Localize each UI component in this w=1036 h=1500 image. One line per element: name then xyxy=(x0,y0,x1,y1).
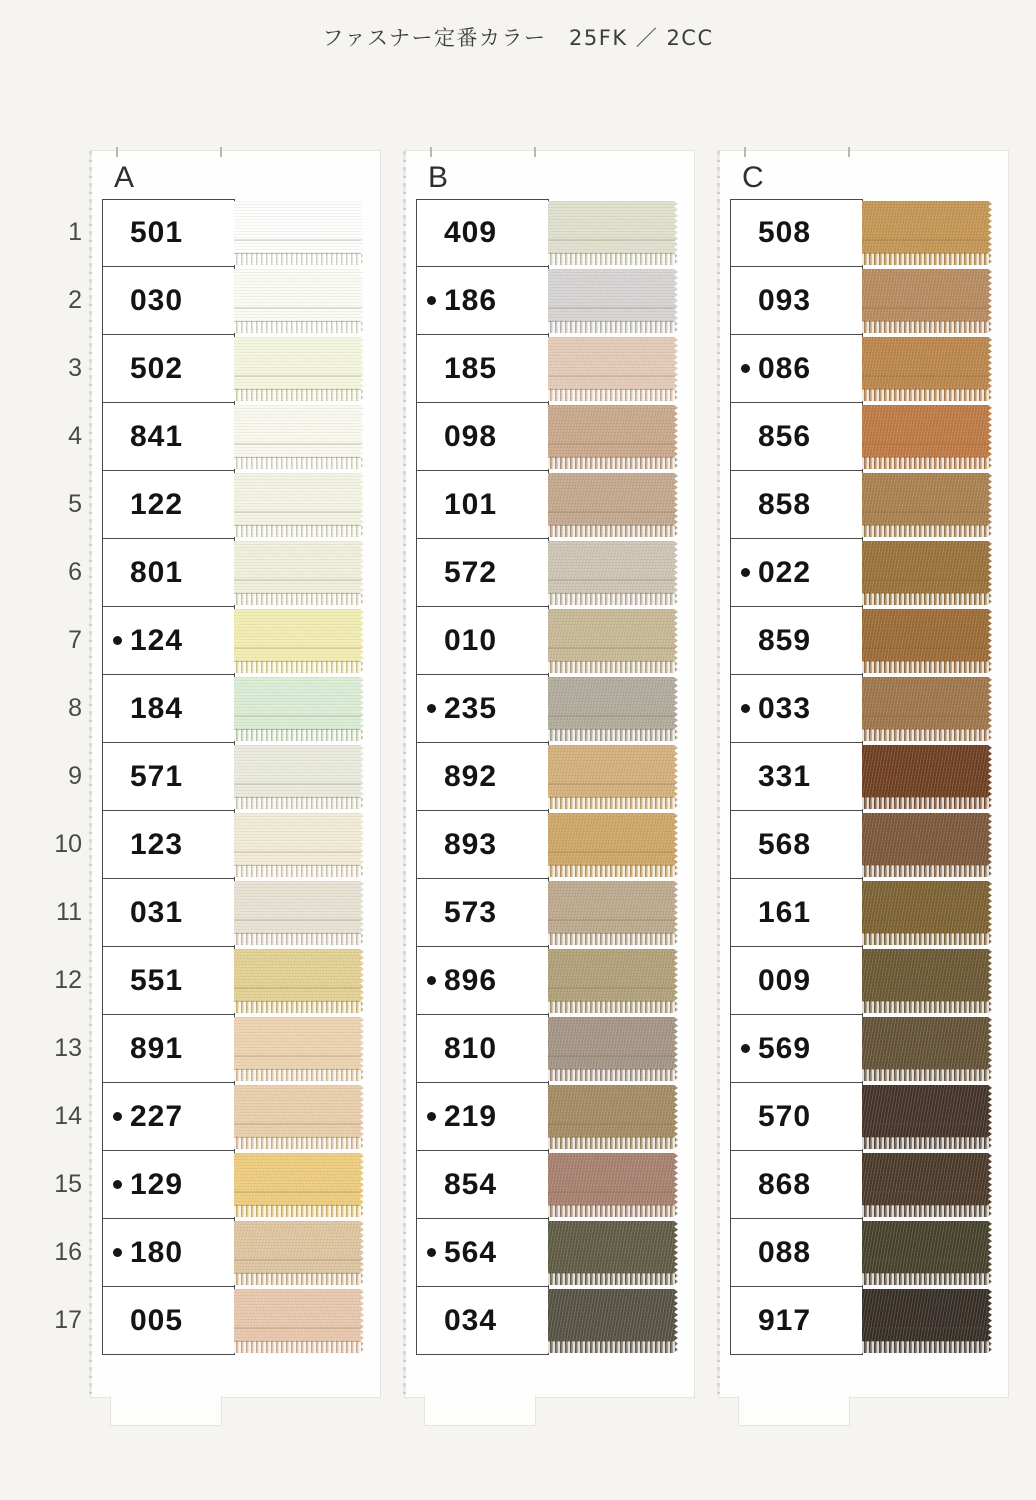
color-code: 551 xyxy=(130,963,184,997)
row-number: 2 xyxy=(68,285,82,314)
label-cell xyxy=(730,947,863,1015)
label-cell xyxy=(416,1015,549,1083)
label-cell xyxy=(416,1219,549,1287)
card-deckle-edge xyxy=(89,151,92,1397)
label-cell xyxy=(416,743,549,811)
zipper-tape-swatch xyxy=(862,1017,992,1081)
row-number: 16 xyxy=(54,1237,82,1266)
color-row xyxy=(102,539,364,607)
zipper-tape-swatch xyxy=(548,269,678,333)
zipper-tape-swatch xyxy=(234,745,364,809)
color-row xyxy=(416,743,678,811)
zipper-tape-swatch xyxy=(862,201,992,265)
color-code: 858 xyxy=(758,487,812,521)
label-cell xyxy=(102,1083,235,1151)
zipper-tape-swatch xyxy=(234,337,364,401)
color-row xyxy=(730,947,992,1015)
zipper-tape-swatch xyxy=(862,1221,992,1285)
label-cell xyxy=(730,675,863,743)
color-row xyxy=(730,403,992,471)
label-cell xyxy=(730,199,863,267)
zipper-tape-swatch xyxy=(548,813,678,877)
color-code: 129 xyxy=(130,1167,184,1201)
label-cell xyxy=(416,811,549,879)
color-row xyxy=(730,607,992,675)
label-cell xyxy=(416,1083,549,1151)
zipper-tape-swatch xyxy=(234,881,364,945)
color-row xyxy=(102,743,364,811)
page-title: ファスナー定番カラー 25FK ／ 2CC xyxy=(322,26,714,50)
color-code: 810 xyxy=(444,1031,498,1065)
dot-marker xyxy=(427,976,444,985)
zipper-tape-swatch xyxy=(548,1085,678,1149)
color-row xyxy=(102,403,364,471)
color-code: 896 xyxy=(444,963,498,997)
zipper-tape-swatch xyxy=(234,1289,364,1353)
card-deckle-edge xyxy=(717,151,720,1397)
color-row xyxy=(416,539,678,607)
color-row xyxy=(730,335,992,403)
color-code: 892 xyxy=(444,759,498,793)
color-code: 009 xyxy=(758,963,812,997)
zipper-tape-swatch xyxy=(862,609,992,673)
color-code: 088 xyxy=(758,1235,812,1269)
label-cell xyxy=(730,335,863,403)
color-row xyxy=(416,403,678,471)
card-notch xyxy=(534,147,536,157)
label-cell xyxy=(102,471,235,539)
label-cell xyxy=(102,879,235,947)
label-cell xyxy=(730,1151,863,1219)
color-code: 409 xyxy=(444,216,498,249)
color-card-c xyxy=(718,150,1009,1398)
color-card-a xyxy=(90,150,381,1398)
card-notch xyxy=(116,147,118,157)
zipper-tape-swatch xyxy=(862,337,992,401)
color-row xyxy=(102,471,364,539)
zipper-tape-swatch xyxy=(234,813,364,877)
zipper-tape-swatch xyxy=(548,609,678,673)
row-number: 6 xyxy=(68,557,82,586)
color-code: 093 xyxy=(758,283,812,317)
zipper-tape-swatch xyxy=(234,405,364,469)
zipper-tape-swatch xyxy=(548,201,678,265)
label-cell xyxy=(102,675,235,743)
zipper-tape-swatch xyxy=(862,677,992,741)
zipper-tape-swatch xyxy=(234,473,364,537)
card-notch xyxy=(220,147,222,157)
color-row xyxy=(102,607,364,675)
color-code: 235 xyxy=(444,691,498,725)
zipper-tape-swatch xyxy=(548,1153,678,1217)
color-code: 502 xyxy=(130,351,184,385)
row-number: 15 xyxy=(54,1169,82,1198)
row-number: 14 xyxy=(54,1101,82,1130)
color-code: 010 xyxy=(444,623,498,657)
color-row xyxy=(416,947,678,1015)
label-cell xyxy=(102,811,235,879)
row-number: 5 xyxy=(68,489,82,518)
swatch-rows xyxy=(102,199,364,1355)
color-row xyxy=(730,811,992,879)
label-cell xyxy=(730,1083,863,1151)
zipper-tape-swatch xyxy=(862,881,992,945)
label-cell xyxy=(730,1015,863,1083)
dot-marker xyxy=(741,364,758,373)
zipper-tape-swatch xyxy=(548,1221,678,1285)
label-cell xyxy=(416,947,549,1015)
label-cell xyxy=(416,335,549,403)
color-code: 219 xyxy=(444,1099,498,1133)
color-card-b xyxy=(404,150,695,1398)
label-cell xyxy=(730,471,863,539)
color-row xyxy=(416,471,678,539)
color-row xyxy=(416,1083,678,1151)
label-cell xyxy=(416,403,549,471)
zipper-tape-swatch xyxy=(548,473,678,537)
color-row xyxy=(416,267,678,335)
color-row xyxy=(102,947,364,1015)
color-row xyxy=(730,1219,992,1287)
color-code: 186 xyxy=(444,283,498,317)
color-row xyxy=(102,267,364,335)
color-code: 031 xyxy=(130,895,184,929)
color-row xyxy=(416,607,678,675)
color-code: 570 xyxy=(758,1099,812,1133)
label-cell xyxy=(102,947,235,1015)
zipper-tape-swatch xyxy=(234,677,364,741)
zipper-tape-swatch xyxy=(862,813,992,877)
color-code: 856 xyxy=(758,419,812,453)
color-row xyxy=(102,879,364,947)
row-number: 17 xyxy=(54,1305,82,1334)
color-row xyxy=(416,1151,678,1219)
color-code: 122 xyxy=(130,487,184,521)
card-header-label: C xyxy=(742,161,765,194)
color-code: 917 xyxy=(758,1303,812,1337)
row-number-column xyxy=(46,198,82,1354)
label-cell xyxy=(730,811,863,879)
color-row xyxy=(730,267,992,335)
zipper-tape-swatch xyxy=(862,1085,992,1149)
zipper-tape-swatch xyxy=(548,541,678,605)
label-cell xyxy=(730,879,863,947)
color-code: 185 xyxy=(444,351,498,385)
zipper-tape-swatch xyxy=(234,201,364,265)
color-row xyxy=(730,743,992,811)
label-cell xyxy=(102,335,235,403)
zipper-tape-swatch xyxy=(862,949,992,1013)
card-notch xyxy=(848,147,850,157)
color-code: 034 xyxy=(444,1303,498,1337)
zipper-tape-swatch xyxy=(862,405,992,469)
card-deckle-edge xyxy=(403,151,406,1397)
swatch-rows xyxy=(730,199,992,1355)
card-notch xyxy=(430,147,432,157)
label-cell xyxy=(102,1151,235,1219)
label-cell xyxy=(730,1287,863,1355)
label-cell xyxy=(730,1219,863,1287)
label-cell xyxy=(416,607,549,675)
color-code: 564 xyxy=(444,1235,498,1269)
zipper-tape-swatch xyxy=(548,405,678,469)
color-code: 571 xyxy=(130,759,184,793)
label-cell xyxy=(416,675,549,743)
color-row xyxy=(730,199,992,267)
dot-marker xyxy=(427,704,444,713)
label-cell xyxy=(730,539,863,607)
label-cell xyxy=(102,743,235,811)
label-cell xyxy=(730,267,863,335)
zipper-tape-swatch xyxy=(548,1017,678,1081)
zipper-tape-swatch xyxy=(234,949,364,1013)
label-cell xyxy=(102,539,235,607)
label-cell xyxy=(730,403,863,471)
label-cell xyxy=(416,879,549,947)
color-row xyxy=(730,1287,992,1355)
label-cell xyxy=(416,471,549,539)
color-code: 124 xyxy=(130,623,184,657)
zipper-tape-swatch xyxy=(862,269,992,333)
dot-marker xyxy=(113,1248,130,1257)
card-header-label: B xyxy=(428,161,450,194)
color-code: 227 xyxy=(130,1099,184,1133)
color-code: 801 xyxy=(130,555,184,589)
row-number: 10 xyxy=(54,829,82,858)
color-row xyxy=(730,1083,992,1151)
color-row xyxy=(730,539,992,607)
zipper-tape-swatch xyxy=(234,269,364,333)
color-row xyxy=(102,1151,364,1219)
color-row xyxy=(102,335,364,403)
color-row xyxy=(416,1219,678,1287)
color-code: 569 xyxy=(758,1031,812,1065)
dot-marker xyxy=(113,1112,130,1121)
row-number: 12 xyxy=(54,965,82,994)
color-code: 893 xyxy=(444,827,498,861)
row-number: 13 xyxy=(54,1033,82,1062)
color-code: 184 xyxy=(130,691,184,725)
zipper-tape-swatch xyxy=(548,677,678,741)
label-cell xyxy=(416,199,549,267)
swatch-rows xyxy=(416,199,678,1355)
label-cell xyxy=(102,267,235,335)
color-row xyxy=(730,879,992,947)
zipper-tape-swatch xyxy=(548,881,678,945)
color-row xyxy=(416,335,678,403)
color-code: 508 xyxy=(758,216,812,249)
dot-marker xyxy=(427,1112,444,1121)
color-code: 030 xyxy=(130,283,184,317)
label-cell xyxy=(416,1287,549,1355)
color-code: 180 xyxy=(130,1235,184,1269)
color-row xyxy=(730,675,992,743)
label-cell xyxy=(730,743,863,811)
label-cell xyxy=(102,199,235,267)
color-row xyxy=(730,1015,992,1083)
label-cell xyxy=(416,267,549,335)
color-code: 572 xyxy=(444,555,498,589)
dot-marker xyxy=(113,636,130,645)
color-code: 854 xyxy=(444,1167,498,1201)
label-cell xyxy=(102,607,235,675)
card-header-label: A xyxy=(114,161,136,194)
color-code: 033 xyxy=(758,691,812,725)
zipper-tape-swatch xyxy=(862,541,992,605)
zipper-tape-swatch xyxy=(234,609,364,673)
color-row xyxy=(416,1287,678,1355)
row-number: 11 xyxy=(56,897,82,926)
label-cell xyxy=(102,403,235,471)
color-code: 161 xyxy=(758,895,812,929)
dot-marker xyxy=(427,1248,444,1257)
color-row xyxy=(102,1287,364,1355)
color-code: 573 xyxy=(444,895,498,929)
zipper-tape-swatch xyxy=(862,1153,992,1217)
color-row xyxy=(102,1219,364,1287)
color-row xyxy=(102,675,364,743)
color-code: 123 xyxy=(130,827,184,861)
row-number: 4 xyxy=(68,421,82,450)
zipper-tape-swatch xyxy=(548,745,678,809)
dot-marker xyxy=(741,704,758,713)
row-number: 7 xyxy=(68,625,82,654)
color-code: 005 xyxy=(130,1303,184,1337)
label-cell xyxy=(416,539,549,607)
color-code: 868 xyxy=(758,1167,812,1201)
color-code: 568 xyxy=(758,827,812,861)
color-code: 022 xyxy=(758,555,812,589)
zipper-tape-swatch xyxy=(234,1153,364,1217)
color-row xyxy=(730,471,992,539)
zipper-tape-swatch xyxy=(234,1085,364,1149)
label-cell xyxy=(102,1015,235,1083)
color-row xyxy=(416,199,678,267)
zipper-tape-swatch xyxy=(234,1017,364,1081)
color-code: 841 xyxy=(130,419,184,453)
color-row xyxy=(730,1151,992,1219)
zipper-tape-swatch xyxy=(234,541,364,605)
color-code: 098 xyxy=(444,419,498,453)
label-cell xyxy=(102,1287,235,1355)
color-row xyxy=(416,675,678,743)
zipper-tape-swatch xyxy=(548,949,678,1013)
zipper-tape-swatch xyxy=(862,745,992,809)
dot-marker xyxy=(113,1180,130,1189)
color-code: 086 xyxy=(758,351,812,385)
color-code: 501 xyxy=(130,216,184,249)
color-row xyxy=(102,1015,364,1083)
color-code: 891 xyxy=(130,1031,184,1065)
color-code: 101 xyxy=(444,487,498,521)
color-row xyxy=(416,811,678,879)
zipper-tape-swatch xyxy=(548,337,678,401)
row-number: 9 xyxy=(68,761,82,790)
zipper-tape-swatch xyxy=(548,1289,678,1353)
dot-marker xyxy=(741,1044,758,1053)
color-code: 859 xyxy=(758,623,812,657)
color-row xyxy=(102,1083,364,1151)
zipper-tape-swatch xyxy=(862,1289,992,1353)
zipper-tape-swatch xyxy=(862,473,992,537)
row-number: 8 xyxy=(68,693,82,722)
card-notch xyxy=(744,147,746,157)
label-cell xyxy=(102,1219,235,1287)
row-number: 1 xyxy=(68,217,82,246)
color-row xyxy=(102,811,364,879)
color-row xyxy=(102,199,364,267)
dot-marker xyxy=(427,296,444,305)
color-row xyxy=(416,1015,678,1083)
label-cell xyxy=(416,1151,549,1219)
row-number: 3 xyxy=(68,353,82,382)
dot-marker xyxy=(741,568,758,577)
color-row xyxy=(416,879,678,947)
zipper-tape-swatch xyxy=(234,1221,364,1285)
color-code: 331 xyxy=(758,759,812,793)
label-cell xyxy=(730,607,863,675)
